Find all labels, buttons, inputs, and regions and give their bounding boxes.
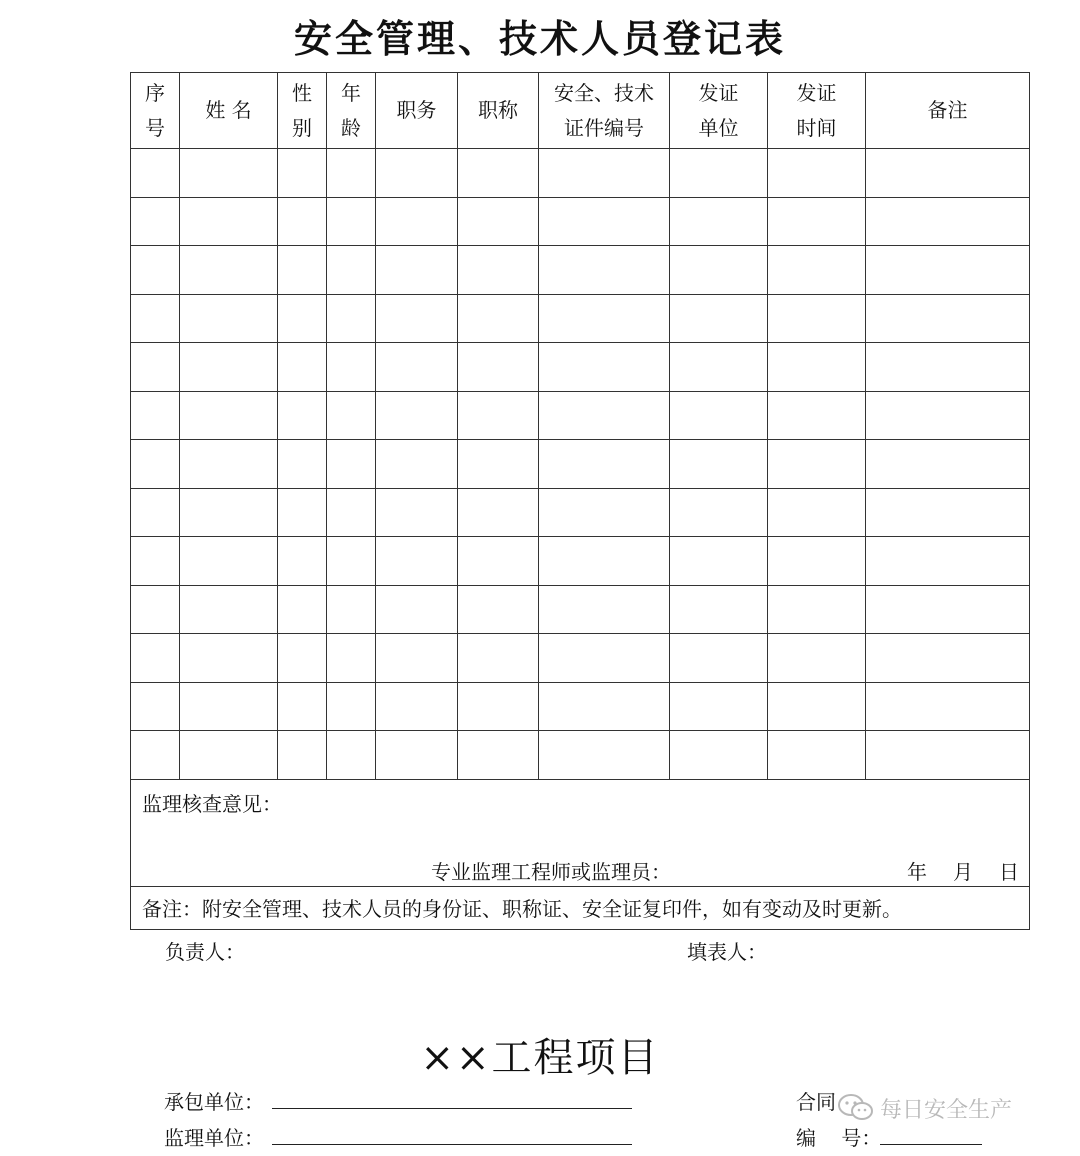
table-cell[interactable] [180,391,278,440]
header-cell-index: 序 号 [131,73,180,149]
table-cell[interactable] [866,440,1030,489]
table-cell[interactable] [768,682,866,731]
header-cell-gender: 性 别 [278,73,327,149]
table-row [131,197,1030,246]
table-cell[interactable] [376,585,458,634]
table-cell[interactable] [670,731,768,780]
table-cell[interactable] [458,246,539,295]
table-cell[interactable] [670,391,768,440]
table-cell[interactable] [768,440,866,489]
table-row [131,634,1030,683]
table-cell[interactable] [180,585,278,634]
table-cell[interactable] [278,634,327,683]
number-label: 编 号： [796,1126,882,1150]
table-cell[interactable] [327,343,376,392]
header-cell-position: 职务 [376,73,458,149]
table-row [131,246,1030,295]
table-cell[interactable] [539,634,670,683]
table-cell[interactable] [458,537,539,586]
review-date: 年 月 日 [907,859,1019,884]
table-cell[interactable] [539,294,670,343]
table-cell[interactable] [458,343,539,392]
review-label: 监理核查意见： [142,791,282,816]
table-cell[interactable] [131,246,180,295]
table-cell[interactable] [376,149,458,198]
table-cell[interactable] [376,197,458,246]
table-cell[interactable] [278,246,327,295]
table-cell[interactable] [131,682,180,731]
table-cell[interactable] [458,585,539,634]
table-cell[interactable] [539,488,670,537]
table-cell[interactable] [180,634,278,683]
table-cell[interactable] [278,585,327,634]
table-cell[interactable] [376,294,458,343]
review-cell[interactable] [131,779,1030,886]
review-signer-label: 专业监理工程师或监理员： [431,859,671,884]
page-title: 安全管理、技术人员登记表 [293,16,786,61]
registration-table [130,72,1030,930]
table-cell[interactable] [866,343,1030,392]
table-cell[interactable] [131,585,180,634]
table-cell[interactable] [180,197,278,246]
table-cell[interactable] [327,537,376,586]
table-cell[interactable] [327,440,376,489]
table-cell[interactable] [670,343,768,392]
table-cell[interactable] [866,294,1030,343]
table-cell[interactable] [866,537,1030,586]
table-cell[interactable] [539,343,670,392]
table-cell[interactable] [131,440,180,489]
table-cell[interactable] [539,246,670,295]
table-cell[interactable] [866,246,1030,295]
table-cell[interactable] [458,294,539,343]
table-cell[interactable] [180,537,278,586]
table-cell[interactable] [278,682,327,731]
table-cell[interactable] [180,343,278,392]
table-row [131,343,1030,392]
table-cell[interactable] [768,585,866,634]
table-cell[interactable] [327,294,376,343]
project-title: ××工程项目 [420,1035,660,1081]
header-cell-name: 姓 名 [180,73,278,149]
table-cell[interactable] [376,343,458,392]
table-cell[interactable] [768,343,866,392]
table-cell[interactable] [866,197,1030,246]
table-cell[interactable] [458,634,539,683]
table-cell[interactable] [327,488,376,537]
table-cell[interactable] [131,197,180,246]
table-cell[interactable] [376,488,458,537]
table-cell[interactable] [376,682,458,731]
table-row [131,294,1030,343]
table-cell[interactable] [539,440,670,489]
header-cell-age: 年 龄 [327,73,376,149]
table-cell[interactable] [539,731,670,780]
table-row [131,585,1030,634]
table-cell[interactable] [670,488,768,537]
table-cell[interactable] [131,731,180,780]
table-cell[interactable] [866,149,1030,198]
table-cell[interactable] [278,537,327,586]
table-cell[interactable] [670,197,768,246]
table-cell[interactable] [866,391,1030,440]
table-cell[interactable] [278,488,327,537]
note-cell: 备注：附安全管理、技术人员的身份证、职称证、安全证复印件，如有变动及时更新。 [131,886,1030,929]
table-cell[interactable] [670,294,768,343]
table-cell[interactable] [376,440,458,489]
table-cell[interactable] [866,731,1030,780]
header-cell-remarks: 备注 [866,73,1030,149]
table-cell[interactable] [376,731,458,780]
table-cell[interactable] [458,682,539,731]
table-cell[interactable] [458,488,539,537]
table-cell[interactable] [866,634,1030,683]
table-cell[interactable] [131,391,180,440]
table-cell[interactable] [131,537,180,586]
contractor-field[interactable] [272,1108,632,1109]
table-cell[interactable] [458,391,539,440]
table-cell[interactable] [866,585,1030,634]
table-cell[interactable] [768,197,866,246]
table-row [131,537,1030,586]
table-cell[interactable] [278,440,327,489]
table-cell[interactable] [327,246,376,295]
wechat-icon [836,1092,876,1124]
table-cell[interactable] [131,343,180,392]
table-cell[interactable] [180,488,278,537]
table-cell[interactable] [539,149,670,198]
filler-label: 填表人： [687,940,767,964]
table-cell[interactable] [539,682,670,731]
table-cell[interactable] [327,585,376,634]
table-cell[interactable] [327,391,376,440]
table-cell[interactable] [768,246,866,295]
table-cell[interactable] [670,149,768,198]
table-cell[interactable] [180,682,278,731]
header-cell-issue-date: 发证 时间 [768,73,866,149]
table-cell[interactable] [670,634,768,683]
table-cell[interactable] [278,197,327,246]
table-cell[interactable] [376,246,458,295]
table-cell[interactable] [327,149,376,198]
responsible-label: 负责人： [165,940,245,964]
watermark-text: 每日安全生产 [880,1097,1013,1123]
supervisor-field[interactable] [272,1144,632,1145]
table-cell[interactable] [180,294,278,343]
table-cell[interactable] [458,440,539,489]
table-cell[interactable] [670,682,768,731]
table-cell[interactable] [539,537,670,586]
table-cell[interactable] [180,149,278,198]
table-row [131,149,1030,198]
table-cell[interactable] [866,682,1030,731]
table-cell[interactable] [131,488,180,537]
table-cell[interactable] [670,537,768,586]
table-cell[interactable] [131,634,180,683]
table-cell[interactable] [376,391,458,440]
table-cell[interactable] [376,634,458,683]
table-cell[interactable] [376,537,458,586]
table-cell[interactable] [131,294,180,343]
table-cell[interactable] [278,149,327,198]
header-cell-certificate-no: 安全、技术 证件编号 [539,73,670,149]
table-cell[interactable] [539,197,670,246]
header-row [131,73,1030,149]
table-cell[interactable] [670,585,768,634]
table-cell[interactable] [278,294,327,343]
header-cell-issuer: 发证 单位 [670,73,768,149]
table-cell[interactable] [327,197,376,246]
table-cell[interactable] [327,682,376,731]
table-cell[interactable] [768,149,866,198]
table-row [131,440,1030,489]
table-row [131,391,1030,440]
table-cell[interactable] [327,634,376,683]
contract-no-label: 合同 [796,1090,836,1114]
table-cell[interactable] [670,440,768,489]
table-cell[interactable] [768,488,866,537]
supervisor-label: 监理单位： [164,1126,264,1150]
table-row [131,488,1030,537]
watermark [836,1092,1012,1124]
table-cell[interactable] [458,197,539,246]
table-cell[interactable] [866,488,1030,537]
table-row [131,682,1030,731]
table-cell[interactable] [458,731,539,780]
table-cell[interactable] [768,294,866,343]
contractor-label: 承包单位： [164,1090,264,1114]
table-cell[interactable] [180,246,278,295]
table-cell[interactable] [768,731,866,780]
table-cell[interactable] [768,391,866,440]
table-cell[interactable] [180,731,278,780]
header-cell-title: 职称 [458,73,539,149]
table-cell[interactable] [278,343,327,392]
table-cell[interactable] [278,391,327,440]
table-cell[interactable] [131,149,180,198]
table-cell[interactable] [327,731,376,780]
table-cell[interactable] [458,149,539,198]
number-field[interactable] [880,1144,982,1145]
table-cell[interactable] [768,634,866,683]
table-cell[interactable] [670,246,768,295]
table-cell[interactable] [539,585,670,634]
table-cell[interactable] [768,537,866,586]
table-row [131,731,1030,780]
table-cell[interactable] [278,731,327,780]
table-cell[interactable] [539,391,670,440]
table-cell[interactable] [180,440,278,489]
